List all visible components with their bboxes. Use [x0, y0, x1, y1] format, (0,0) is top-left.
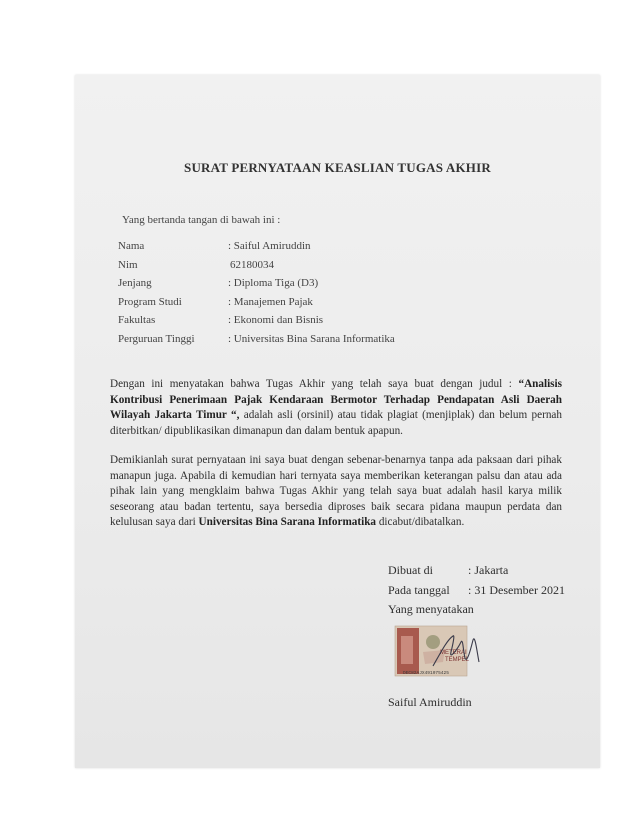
- intro-text: Yang bertanda tangan di bawah ini :: [122, 214, 281, 226]
- thesis-title: “Analisis Kontribusi Penerimaan Pajak Kendaraan Bermotor Terhadap Pendapatan Asli Daerah Wilayah Jakarta Timur “,: [110, 378, 562, 421]
- field-value: : Universitas Bina Sarana Informatika: [228, 332, 395, 345]
- signer-name: Saiful Amiruddin: [388, 695, 472, 709]
- place-label: Dibuat di: [388, 563, 433, 577]
- field-value: : Manajemen Pajak: [228, 295, 313, 308]
- revenue-stamp-with-signature: [393, 622, 485, 682]
- place-value: : Jakarta: [468, 563, 509, 577]
- stamp-label: METERAI: [440, 650, 467, 656]
- field-value: 62180034: [230, 258, 274, 271]
- date-label: Pada tanggal: [388, 582, 450, 597]
- paragraph-text: Demikianlah surat pernyataan ini saya buat dengan sebenar-benarnya tanpa ada paksaan dari pihak manapun juga. Apabila di kemudian hari ternyata saya memberikan keterangan palsu dan atau ada pihak lain yang mengklaim bahwa Tugas Akhir yang telah saya buat adalah hasil karya milik seseorang atau badan tertentu, saya bersedia diproses baik secara pidana maupun perdata dan kelulusan saya dari: [110, 454, 562, 528]
- date-value: : 31 Desember 2021: [468, 582, 565, 597]
- field-value: : Diploma Tiga (D3): [228, 277, 319, 290]
- field-label: Program Studi: [118, 295, 182, 308]
- paragraph-text: adalah asli (orsinil) atau tidak plagiat (menjiplak) dan belum pernah diterbitkan/ dipublikasikan dimanapun dan dalam bentuk apapun.: [110, 409, 562, 437]
- field-label: Perguruan Tinggi: [118, 332, 195, 345]
- declaration-paragraph: [110, 453, 562, 531]
- field-label: Nama: [118, 240, 145, 252]
- stamp-code: DEC82AJX491075425: [403, 671, 449, 676]
- stamp-label-2: TEMPEL: [445, 657, 470, 663]
- field-value: : Saiful Amiruddin: [228, 240, 311, 252]
- paragraph-text: Dengan ini menyatakan bahwa Tugas Akhir yang telah saya buat dengan judul :: [110, 378, 519, 390]
- field-label: Fakultas: [118, 314, 156, 327]
- document-title: SURAT PERNYATAAN KEASLIAN TUGAS AKHIR: [184, 160, 491, 175]
- field-label: Nim: [118, 258, 138, 271]
- paragraph-text: dicabut/dibatalkan.: [376, 516, 465, 528]
- statement-label: Yang menyatakan: [388, 602, 474, 616]
- field-label: Jenjang: [118, 277, 152, 290]
- university-name: Universitas Bina Sarana Informatika: [198, 516, 377, 528]
- field-value: : Ekonomi dan Bisnis: [228, 314, 324, 327]
- statement-paragraph: [110, 377, 562, 439]
